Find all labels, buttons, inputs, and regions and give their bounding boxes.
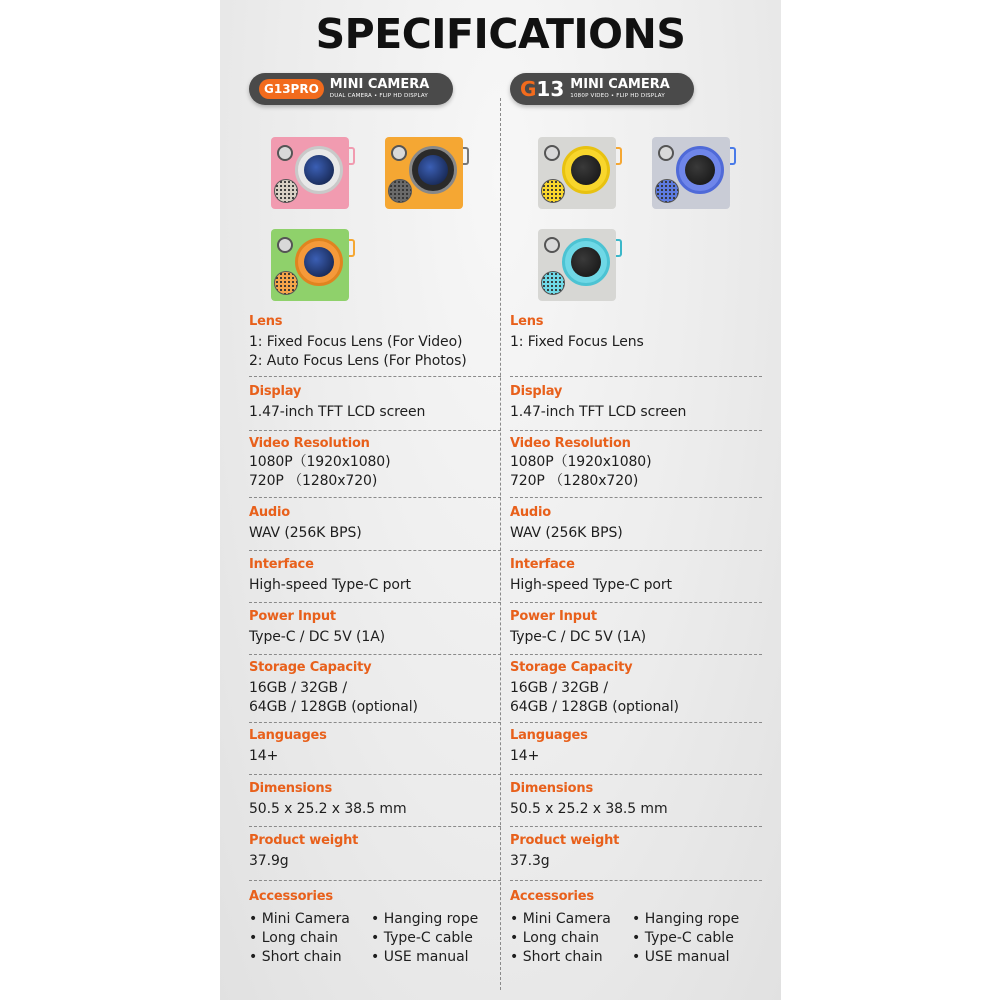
spec-languages: Languages 14+ bbox=[510, 728, 588, 764]
spec-video-resolution: Video Resolution 1080P（1920x1080) 720P （1280x720) bbox=[249, 436, 391, 489]
spec-interface: Interface High-speed Type-C port bbox=[249, 557, 411, 593]
spec-audio: Audio WAV (256K BPS) bbox=[249, 505, 362, 541]
row-divider bbox=[249, 602, 501, 603]
page-title: SPECIFICATIONS bbox=[315, 10, 686, 58]
accessory-item: • Type-C cable bbox=[371, 930, 473, 946]
camera-blue-image bbox=[652, 137, 736, 209]
spec-languages: Languages 14+ bbox=[249, 728, 327, 764]
spec-interface: Interface High-speed Type-C port bbox=[510, 557, 672, 593]
accessory-item: • USE manual bbox=[632, 949, 730, 965]
model-name: G13PRO bbox=[259, 79, 324, 99]
spec-display: Display 1.47-inch TFT LCD screen bbox=[249, 384, 426, 420]
camera-orange-image bbox=[385, 137, 469, 209]
row-divider bbox=[249, 550, 501, 551]
row-divider bbox=[249, 430, 501, 431]
spec-video-resolution: Video Resolution 1080P（1920x1080) 720P （1280x720) bbox=[510, 436, 652, 489]
row-divider bbox=[510, 602, 762, 603]
spec-dimensions: Dimensions 50.5 x 25.2 x 38.5 mm bbox=[510, 781, 668, 817]
camera-yellow-image bbox=[538, 137, 622, 209]
spec-audio: Audio WAV (256K BPS) bbox=[510, 505, 623, 541]
spec-power-input: Power Input Type-C / DC 5V (1A) bbox=[249, 609, 386, 645]
row-divider bbox=[249, 654, 501, 655]
row-divider bbox=[249, 774, 501, 775]
accessory-item: • Type-C cable bbox=[632, 930, 734, 946]
accessory-item: • Short chain bbox=[249, 949, 342, 965]
spec-weight: Product weight 37.9g bbox=[249, 833, 359, 869]
row-divider bbox=[249, 497, 501, 498]
row-divider bbox=[510, 497, 762, 498]
row-divider bbox=[510, 654, 762, 655]
row-divider bbox=[510, 722, 762, 723]
accessory-item: • Hanging rope bbox=[632, 911, 740, 927]
accessory-item: • Long chain bbox=[249, 930, 338, 946]
accessory-item: • USE manual bbox=[371, 949, 469, 965]
row-divider bbox=[510, 430, 762, 431]
badge-subtitle: 1080P VIDEO • FLIP HD DISPLAY bbox=[570, 93, 665, 100]
row-divider bbox=[249, 722, 501, 723]
spec-lens: Lens 1: Fixed Focus Lens bbox=[510, 314, 644, 350]
row-divider bbox=[510, 826, 762, 827]
spec-lens: Lens 1: Fixed Focus Lens (For Video) 2: Auto Focus Lens (For Photos) bbox=[249, 314, 467, 369]
badge-title: MINI CAMERA bbox=[570, 77, 670, 93]
camera-green-image bbox=[271, 229, 355, 301]
g13pro-badge bbox=[249, 73, 453, 105]
accessory-item: • Mini Camera bbox=[510, 911, 611, 927]
badge-title: MINI CAMERA bbox=[329, 77, 430, 93]
row-divider bbox=[510, 376, 762, 377]
camera-cyan-image bbox=[538, 229, 622, 301]
spec-storage: Storage Capacity 16GB / 32GB / 64GB / 128GB (optional) bbox=[249, 660, 418, 715]
spec-accessories: Accessories • Mini Camera • Hanging rope • Long chain • Type-C cable • Short chain • USE manual bbox=[249, 889, 501, 967]
accessory-item: • Long chain bbox=[510, 930, 599, 946]
row-divider bbox=[249, 880, 501, 881]
g13-badge bbox=[510, 73, 694, 105]
spec-power-input: Power Input Type-C / DC 5V (1A) bbox=[510, 609, 647, 645]
camera-pink-image bbox=[271, 137, 355, 209]
spec-sheet-panel bbox=[220, 0, 781, 1000]
accessory-item: • Hanging rope bbox=[371, 911, 479, 927]
model-name: G13 bbox=[520, 77, 565, 101]
badge-subtitle: DUAL CAMERA • FLIP HD DISPLAY bbox=[329, 93, 428, 100]
spec-accessories: Accessories • Mini Camera • Hanging rope • Long chain • Type-C cable • Short chain • USE manual bbox=[510, 889, 762, 967]
row-divider bbox=[510, 550, 762, 551]
row-divider bbox=[510, 880, 762, 881]
spec-dimensions: Dimensions 50.5 x 25.2 x 38.5 mm bbox=[249, 781, 407, 817]
row-divider bbox=[249, 376, 501, 377]
row-divider bbox=[510, 774, 762, 775]
row-divider bbox=[249, 826, 501, 827]
accessory-item: • Mini Camera bbox=[249, 911, 350, 927]
accessory-item: • Short chain bbox=[510, 949, 603, 965]
spec-storage: Storage Capacity 16GB / 32GB / 64GB / 128GB (optional) bbox=[510, 660, 679, 715]
spec-weight: Product weight 37.3g bbox=[510, 833, 620, 869]
spec-display: Display 1.47-inch TFT LCD screen bbox=[510, 384, 687, 420]
